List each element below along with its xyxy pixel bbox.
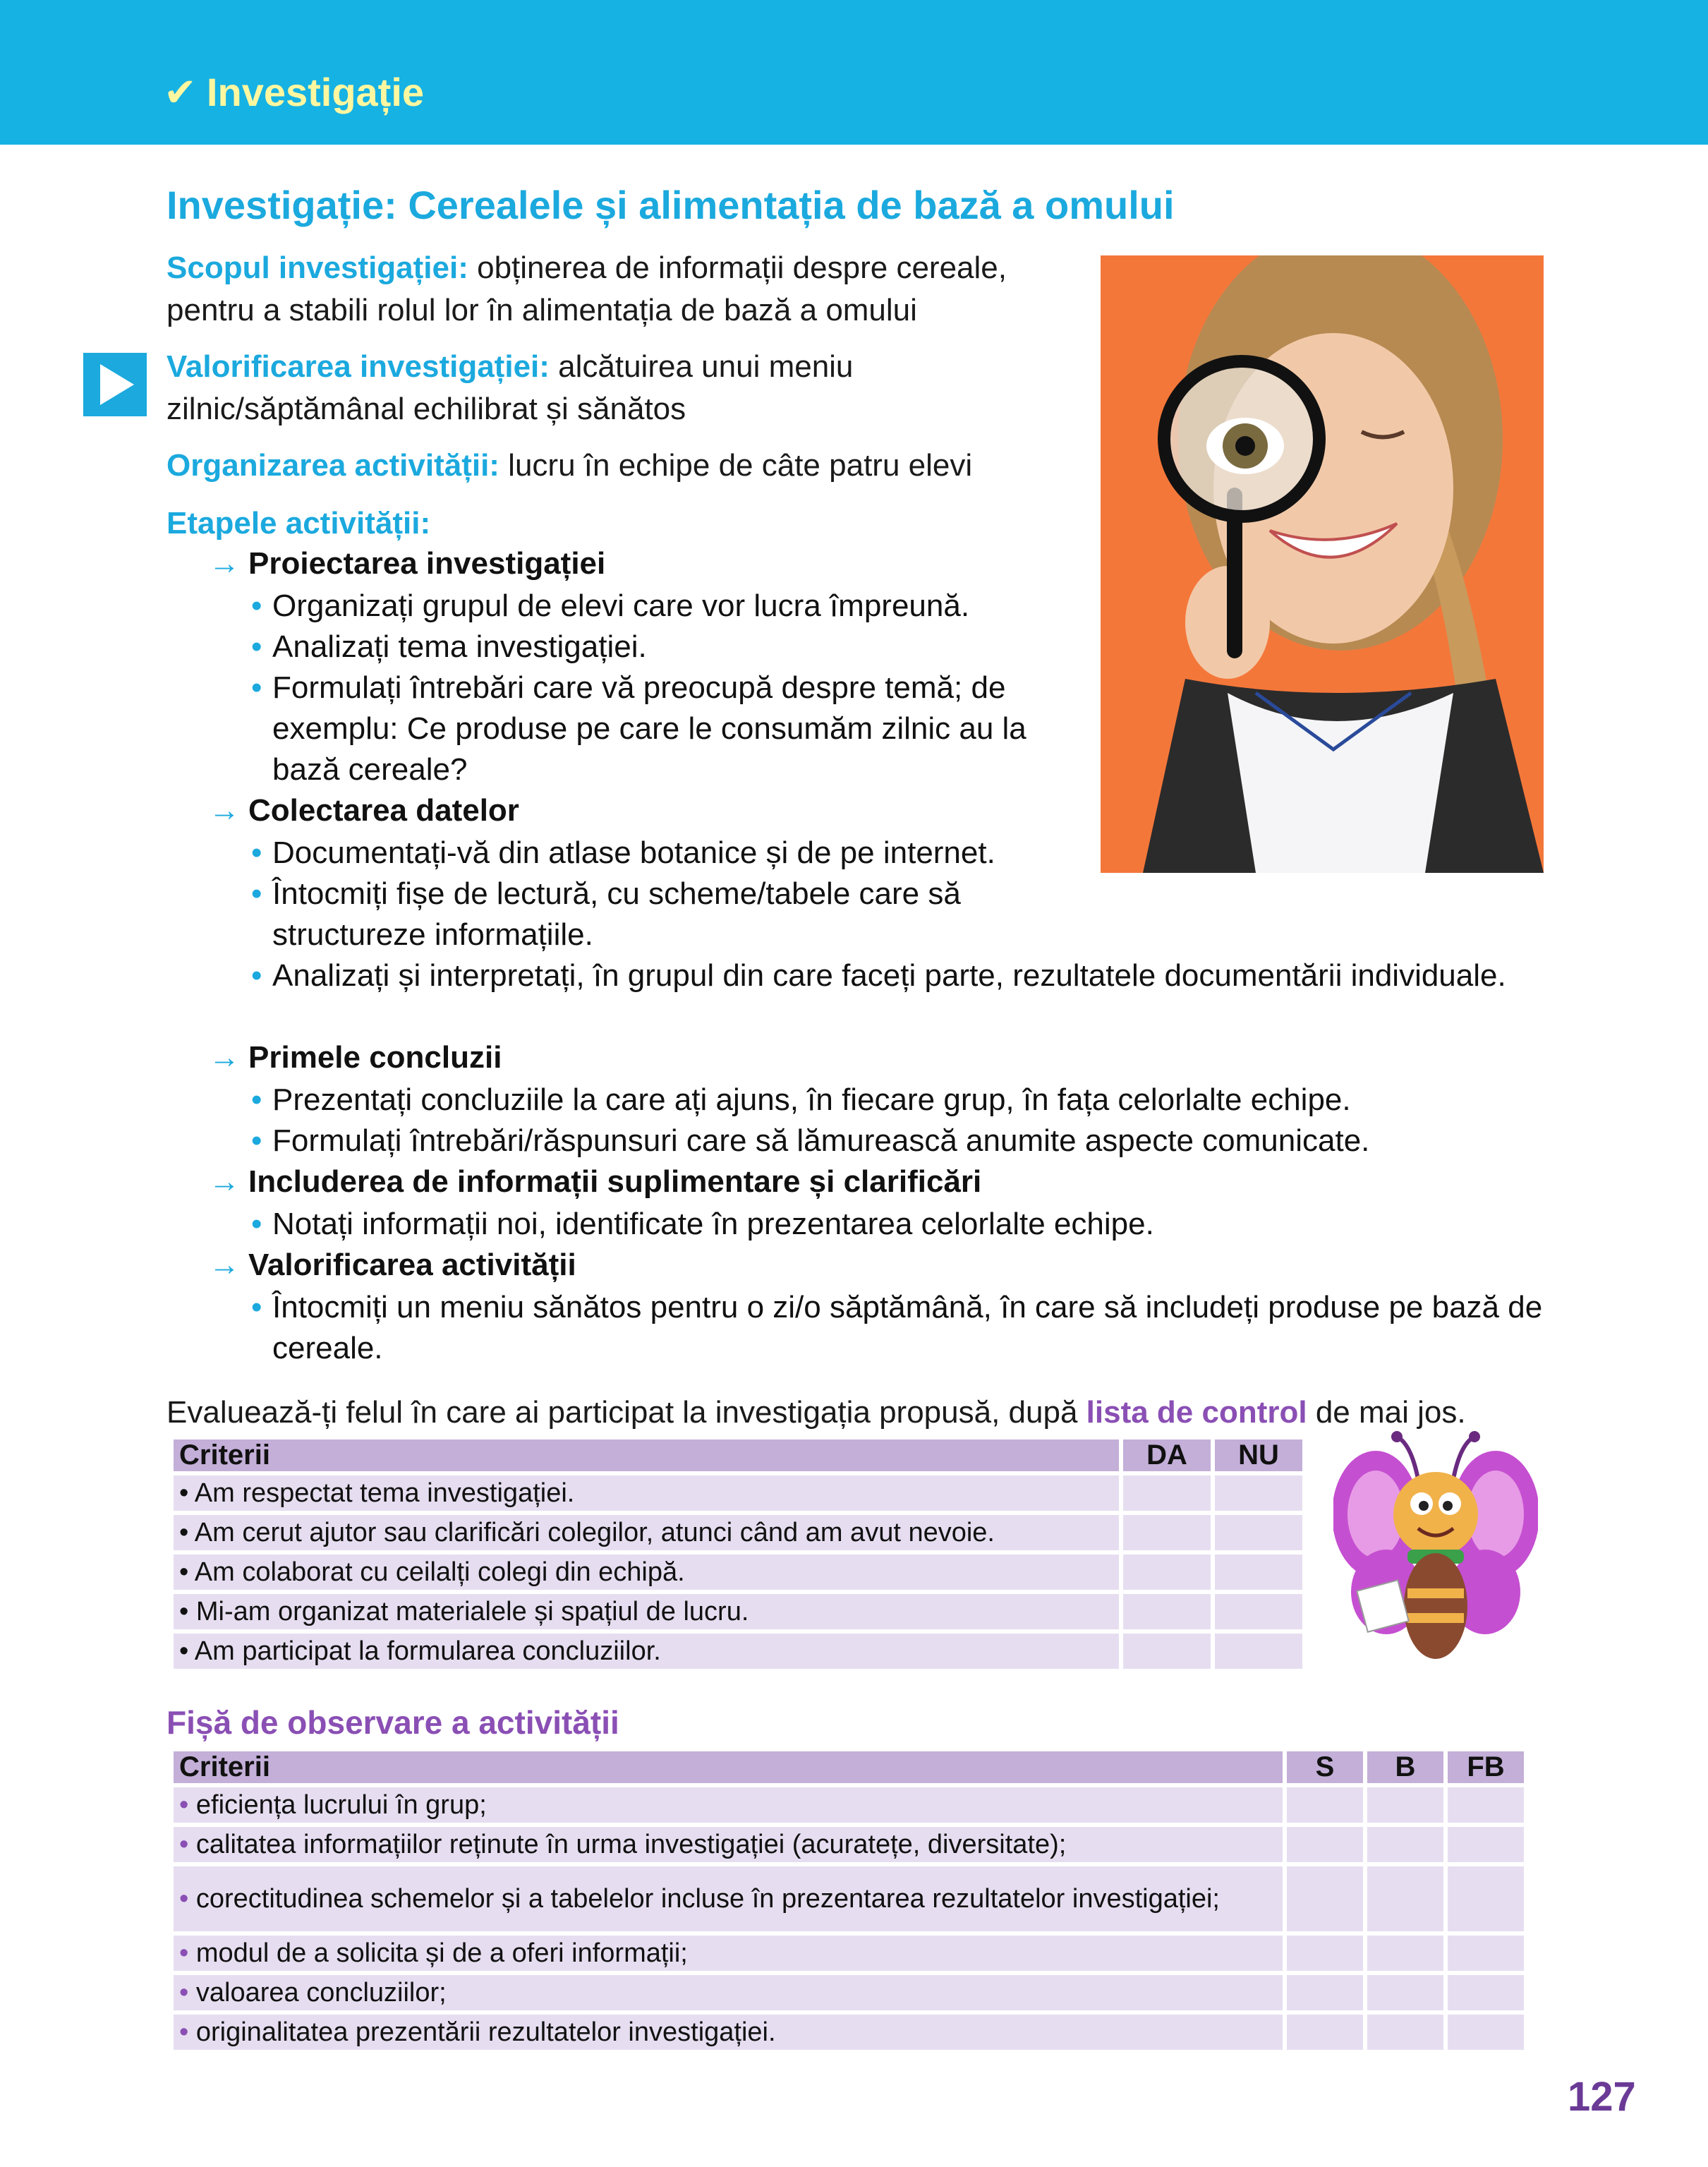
girl-magnifier-photo bbox=[1101, 255, 1544, 873]
yes-checkbox-cell[interactable] bbox=[1123, 1594, 1211, 1629]
list-item: • Documentați-vă din atlase botanice și de pe internet. bbox=[251, 833, 1084, 874]
step-title: Colectarea datelor bbox=[248, 793, 519, 828]
table-row: • Mi-am organizat materialele și spațiul de lucru. bbox=[174, 1594, 1302, 1629]
bullet-icon: • bbox=[251, 1123, 262, 1158]
bullet-icon: • bbox=[251, 835, 262, 870]
no-checkbox-cell[interactable] bbox=[1215, 1475, 1302, 1511]
rating-cell[interactable] bbox=[1287, 1827, 1363, 1862]
no-checkbox-cell[interactable] bbox=[1215, 1515, 1302, 1550]
rating-cell[interactable] bbox=[1448, 2015, 1524, 2050]
table-row: • originalitatea prezentării rezultatelor investigației. bbox=[174, 2015, 1524, 2050]
rating-cell[interactable] bbox=[1448, 1975, 1524, 2010]
check-icon: ✔ bbox=[164, 70, 197, 114]
page-title: Investigație: Cerealele și alimentația de bază a omului bbox=[166, 183, 1175, 227]
organizare-text: lucru în echipe de câte patru elevi bbox=[499, 448, 973, 483]
arrow-right-icon: → bbox=[209, 1164, 240, 1199]
bullet-icon: • bbox=[251, 1207, 262, 1241]
step-head bbox=[209, 1161, 981, 1202]
step-title: Proiectarea investigației bbox=[248, 546, 606, 581]
step-head bbox=[209, 790, 519, 831]
no-checkbox-cell[interactable] bbox=[1215, 1555, 1302, 1590]
table-row: • modul de a solicita și de a oferi informații; bbox=[174, 1936, 1524, 1971]
butterfly-mascot-illustration bbox=[1333, 1430, 1538, 1679]
page-number: 127 bbox=[1568, 2074, 1636, 2120]
column-header: NU bbox=[1215, 1439, 1302, 1471]
rating-cell[interactable] bbox=[1367, 1866, 1443, 1931]
list-item: • Analizați și interpretați, în grupul din care faceți parte, rezultatele documentării individuale. bbox=[251, 955, 1549, 996]
table-row: • Am cerut ajutor sau clarificări colegilor, atunci când am avut nevoie. bbox=[174, 1515, 1302, 1550]
table-row: • Am participat la formularea concluziilor. bbox=[174, 1634, 1302, 1669]
bullet-icon: • bbox=[251, 1082, 262, 1117]
rating-cell[interactable] bbox=[1367, 1787, 1443, 1823]
yes-checkbox-cell[interactable] bbox=[1123, 1634, 1211, 1669]
rating-cell[interactable] bbox=[1287, 1975, 1363, 2010]
column-header: DA bbox=[1123, 1439, 1211, 1471]
table-row: • eficiența lucrului în grup; bbox=[174, 1787, 1524, 1823]
list-item: • Notați informații noi, identificate în prezentarea celorlalte echipe. bbox=[251, 1204, 1549, 1245]
scope-text: obținerea de informații despre cereale, pentru a stabili rolul lor în alimentația de bază a omului bbox=[166, 250, 1007, 327]
table-row: • valoarea concluziilor; bbox=[174, 1975, 1524, 2010]
scope-label: Scopul investigației: bbox=[166, 250, 468, 285]
table-row: • Am colaborat cu ceilalți colegi din echipă. bbox=[174, 1555, 1302, 1590]
arrow-right-icon: → bbox=[209, 793, 240, 828]
rating-cell[interactable] bbox=[1448, 1936, 1524, 1971]
step-title: Valorificarea activității bbox=[248, 1248, 576, 1282]
rating-cell[interactable] bbox=[1448, 1787, 1524, 1823]
rating-cell[interactable] bbox=[1448, 1866, 1524, 1931]
rating-cell[interactable] bbox=[1448, 1827, 1524, 1862]
list-item: • Prezentați concluziile la care ați ajuns, în fiecare grup, în fața celorlalte echipe. bbox=[251, 1080, 1549, 1121]
step-head bbox=[209, 543, 605, 584]
rating-cell[interactable] bbox=[1287, 2015, 1363, 2050]
rating-cell[interactable] bbox=[1367, 1975, 1443, 2010]
list-item: • Formulați întrebări care vă preocupă despre temă; de exemplu: Ce produse pe care le consumăm zilnic au la bază cereale? bbox=[251, 668, 1084, 790]
yes-checkbox-cell[interactable] bbox=[1123, 1475, 1211, 1511]
organizare-paragraph bbox=[166, 445, 1084, 487]
list-item: • Organizați grupul de elevi care vor lucra împreună. bbox=[251, 586, 1084, 627]
no-checkbox-cell[interactable] bbox=[1215, 1594, 1302, 1629]
rating-cell[interactable] bbox=[1287, 1866, 1363, 1931]
bullet-icon: • bbox=[251, 958, 262, 993]
rating-cell[interactable] bbox=[1367, 1936, 1443, 1971]
scope-paragraph bbox=[166, 247, 1084, 332]
table-row: • calitatea informațiilor reținute în urma investigației (acuratețe, diversitate); bbox=[174, 1827, 1524, 1862]
rating-cell[interactable] bbox=[1367, 1827, 1443, 1862]
column-header: B bbox=[1367, 1751, 1443, 1783]
checklist-link: lista de control bbox=[1086, 1395, 1307, 1430]
bullet-icon: • bbox=[251, 1290, 262, 1324]
list-item: • Întocmiți un meniu sănătos pentru o zi/o săptămână, în care să includeți produse pe bază de cereale. bbox=[251, 1287, 1549, 1369]
rating-cell[interactable] bbox=[1287, 1787, 1363, 1823]
play-icon[interactable] bbox=[83, 353, 147, 416]
yes-checkbox-cell[interactable] bbox=[1123, 1515, 1211, 1550]
bullet-icon: • bbox=[251, 876, 262, 911]
rating-cell[interactable] bbox=[1287, 1936, 1363, 1971]
column-header: Criterii bbox=[174, 1751, 1283, 1783]
arrow-right-icon: → bbox=[209, 1248, 240, 1282]
column-header: Criterii bbox=[174, 1439, 1119, 1471]
step-title: Includerea de informații suplimentare și clarificări bbox=[248, 1164, 982, 1199]
yes-checkbox-cell[interactable] bbox=[1123, 1555, 1211, 1590]
arrow-right-icon: → bbox=[209, 546, 240, 581]
list-item: • Analizați tema investigației. bbox=[251, 627, 1084, 668]
header-title bbox=[164, 69, 424, 116]
bullet-icon: • bbox=[251, 629, 262, 664]
valorificare-text: alcătuirea unui meniu zilnic/săptămânal echilibrat și sănătos bbox=[166, 349, 854, 426]
step-head bbox=[209, 1037, 502, 1078]
bullet-icon: • bbox=[251, 670, 262, 705]
no-checkbox-cell[interactable] bbox=[1215, 1634, 1302, 1669]
observation-table bbox=[169, 1747, 1528, 2054]
column-header: S bbox=[1287, 1751, 1363, 1783]
bullet-icon: • bbox=[251, 588, 262, 623]
column-header: FB bbox=[1448, 1751, 1524, 1783]
checklist-table bbox=[169, 1435, 1307, 1673]
list-item: • Întocmiți fișe de lectură, cu scheme/tabele care să structureze informațiile. bbox=[251, 874, 1084, 955]
valorificare-label: Valorificarea investigației: bbox=[166, 349, 550, 384]
organizare-label: Organizarea activității: bbox=[166, 448, 499, 483]
list-item: • Formulați întrebări/răspunsuri care să lămurească anumite aspecte comunicate. bbox=[251, 1121, 1549, 1161]
valorificare-paragraph bbox=[166, 346, 1084, 430]
table-row: • corectitudinea schemelor și a tabelelor incluse în prezentarea rezultatelor investigației; bbox=[174, 1866, 1524, 1931]
table-row: • Am respectat tema investigației. bbox=[174, 1475, 1302, 1511]
arrow-right-icon: → bbox=[209, 1040, 240, 1075]
rating-cell[interactable] bbox=[1367, 2015, 1443, 2050]
observation-title: Fișă de observare a activității bbox=[166, 1704, 619, 1741]
header-title-text: Investigație bbox=[206, 70, 425, 114]
evaluation-text: Evaluează-ți felul în care ai participat la investigația propusă, după lista de control de mai jos. bbox=[166, 1395, 1466, 1430]
etape-label: Etapele activității: bbox=[166, 506, 431, 541]
step-title: Primele concluzii bbox=[248, 1040, 502, 1075]
step-head bbox=[209, 1245, 576, 1286]
